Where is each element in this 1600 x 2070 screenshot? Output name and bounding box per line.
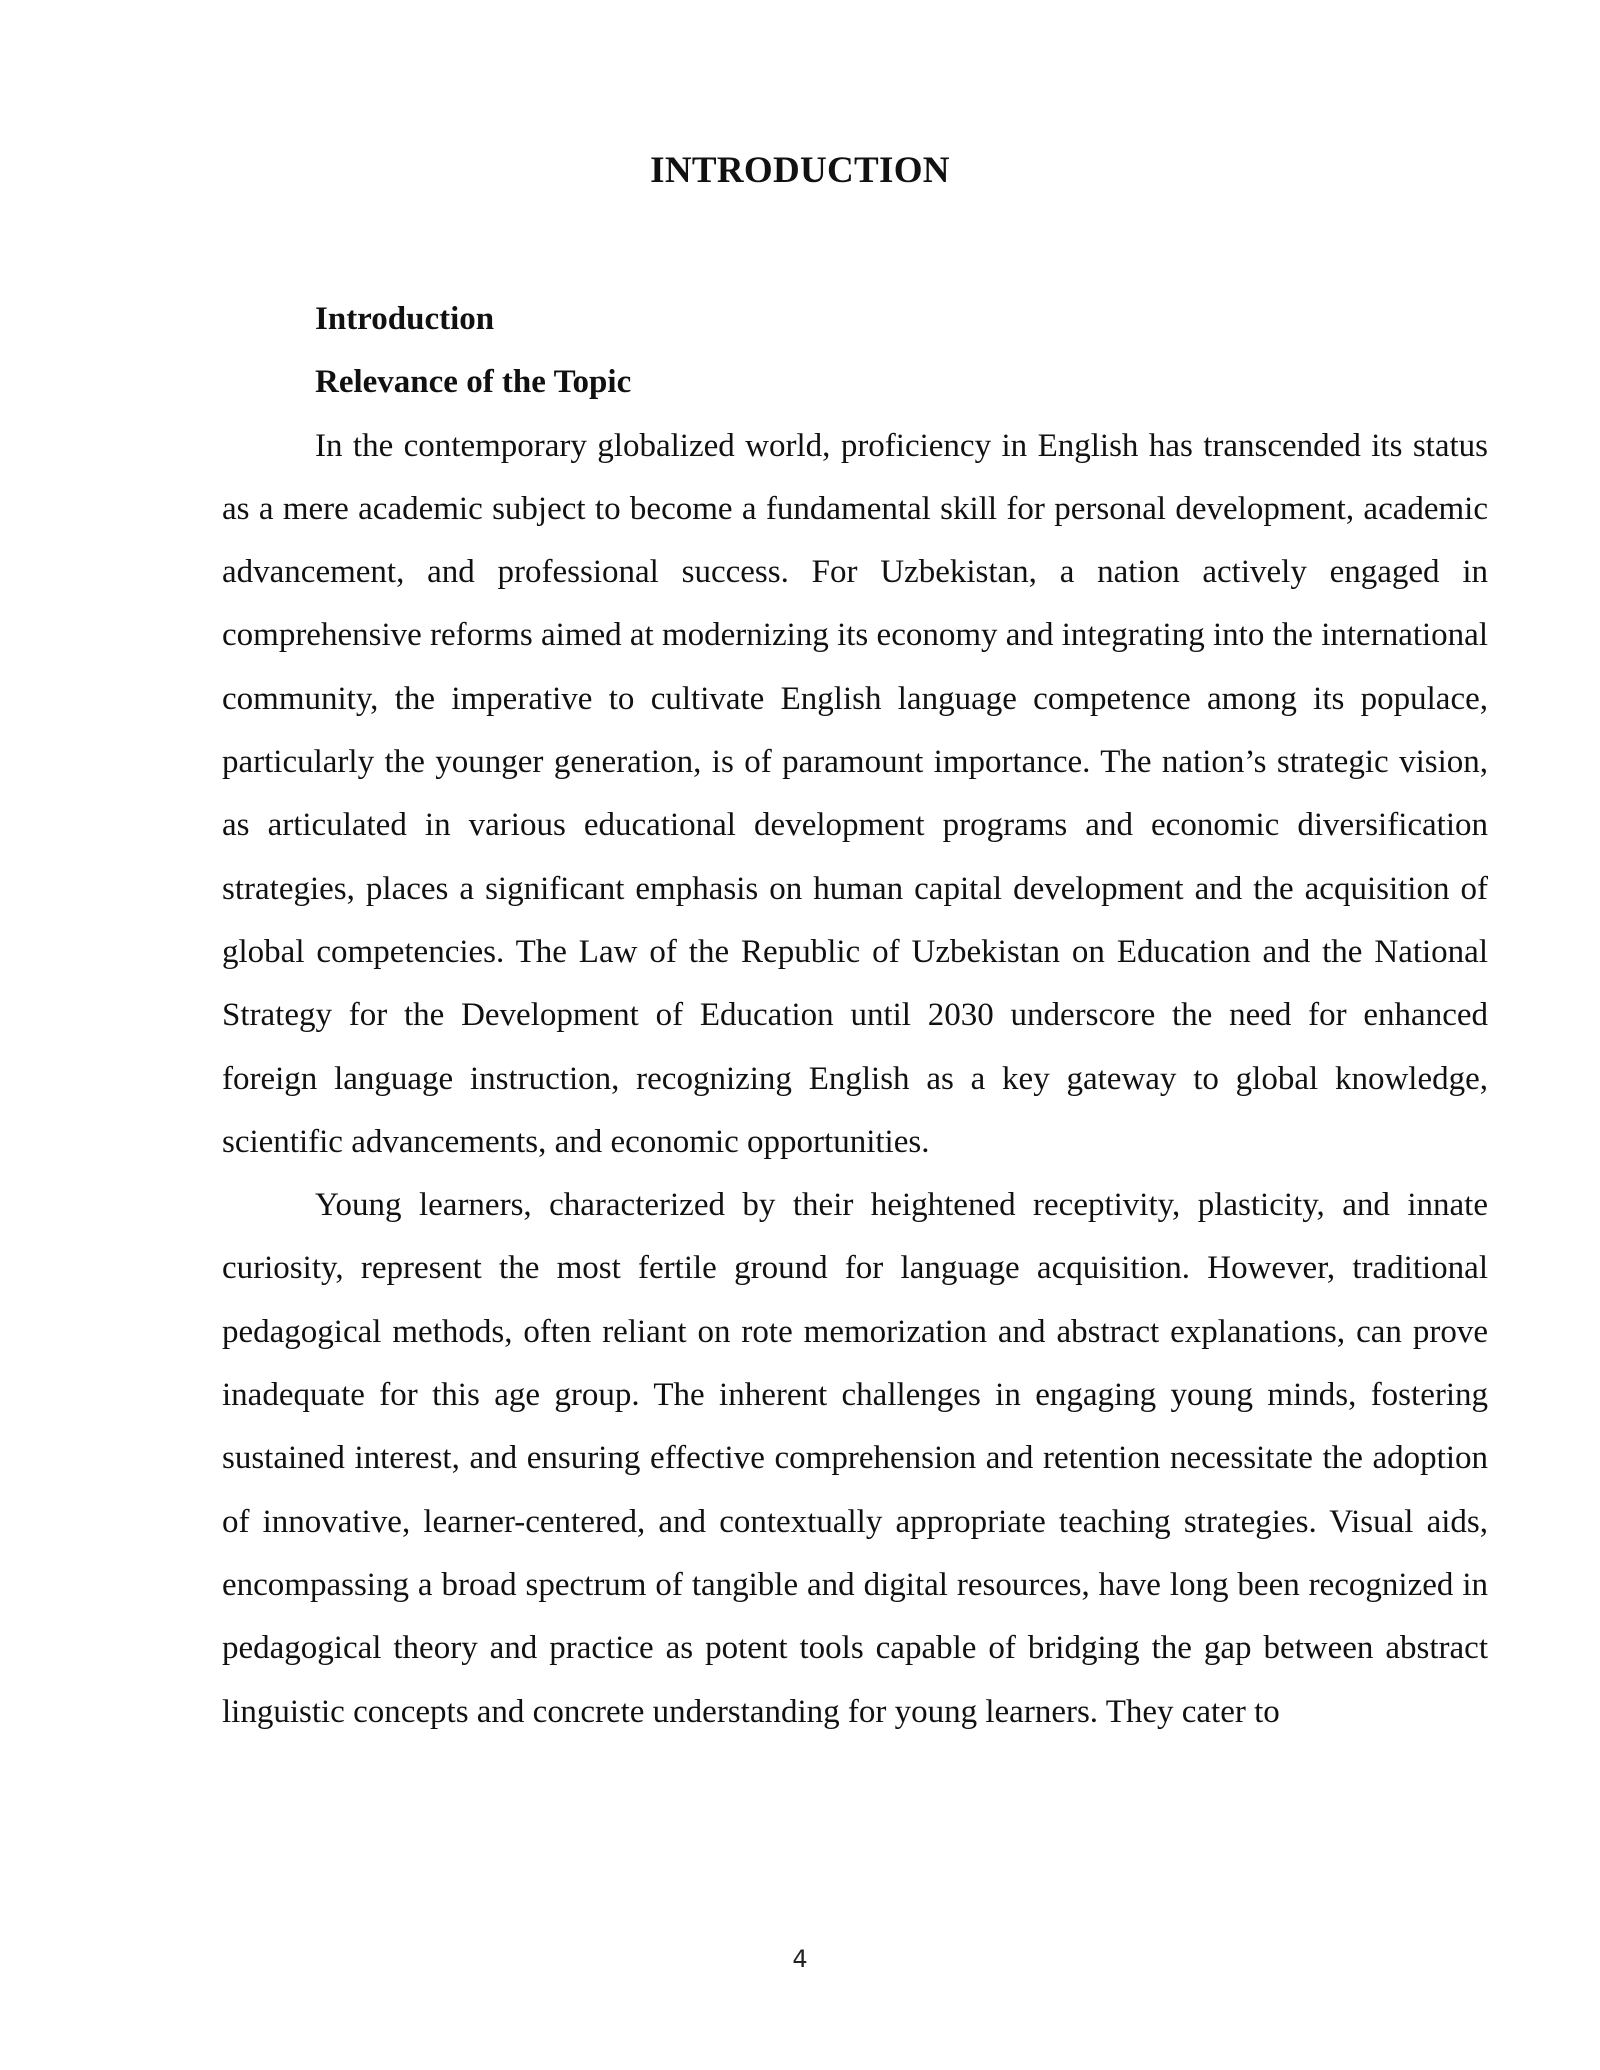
paragraph: Young learners, characterized by their heightened receptivity, plasticity, and innate curiosity, represent the most fertile ground for language acquisition. However, traditional pedagogical methods, often reliant on rote memorization and abstract explanations, can prove inadequate for this age group. The inherent challenges in engaging young minds, fostering sustained interest, and ensuring effective comprehension and retention necessitate the adoption of innovative, learner-centered, and contextually appropriate teaching strategies. Visual aids, encompassing a broad spectrum of tangible and digital resources, have long been recognized in pedagogical theory and practice as potent tools capable of bridging the gap between abstract linguistic concepts and concrete understanding for young learners. They cater to <box>222 1187 1488 1730</box>
page-number: 4 <box>792 1945 808 1973</box>
page-title: INTRODUCTION <box>650 150 950 191</box>
section-heading-introduction: Introduction <box>315 301 495 337</box>
section-heading-relevance: Relevance of the Topic <box>315 364 632 401</box>
body-text <box>222 288 1488 1744</box>
paragraph: In the contemporary globalized world, proficiency in English has transcended its status as a mere academic subject to become a fundamental skill for personal development, academic advancement, and professional success. For Uzbekistan, a nation actively engaged in comprehensive reforms aimed at modernizing its economy and integrating into the international community, the imperative to cultivate English language competence among its populace, particularly the younger generation, is of paramount importance. The nation’s strategic vision, as articulated in various educational development programs and economic diversification strategies, places a significant emphasis on human capital development and the acquisition of global competencies. The Law of the Republic of Uzbekistan on Education and the National Strategy for the Development of Education until 2030 underscore the need for enhanced foreign language instruction, recognizing English as a key gateway to global knowledge, scientific advancements, and economic opportunities. <box>222 427 1488 1160</box>
